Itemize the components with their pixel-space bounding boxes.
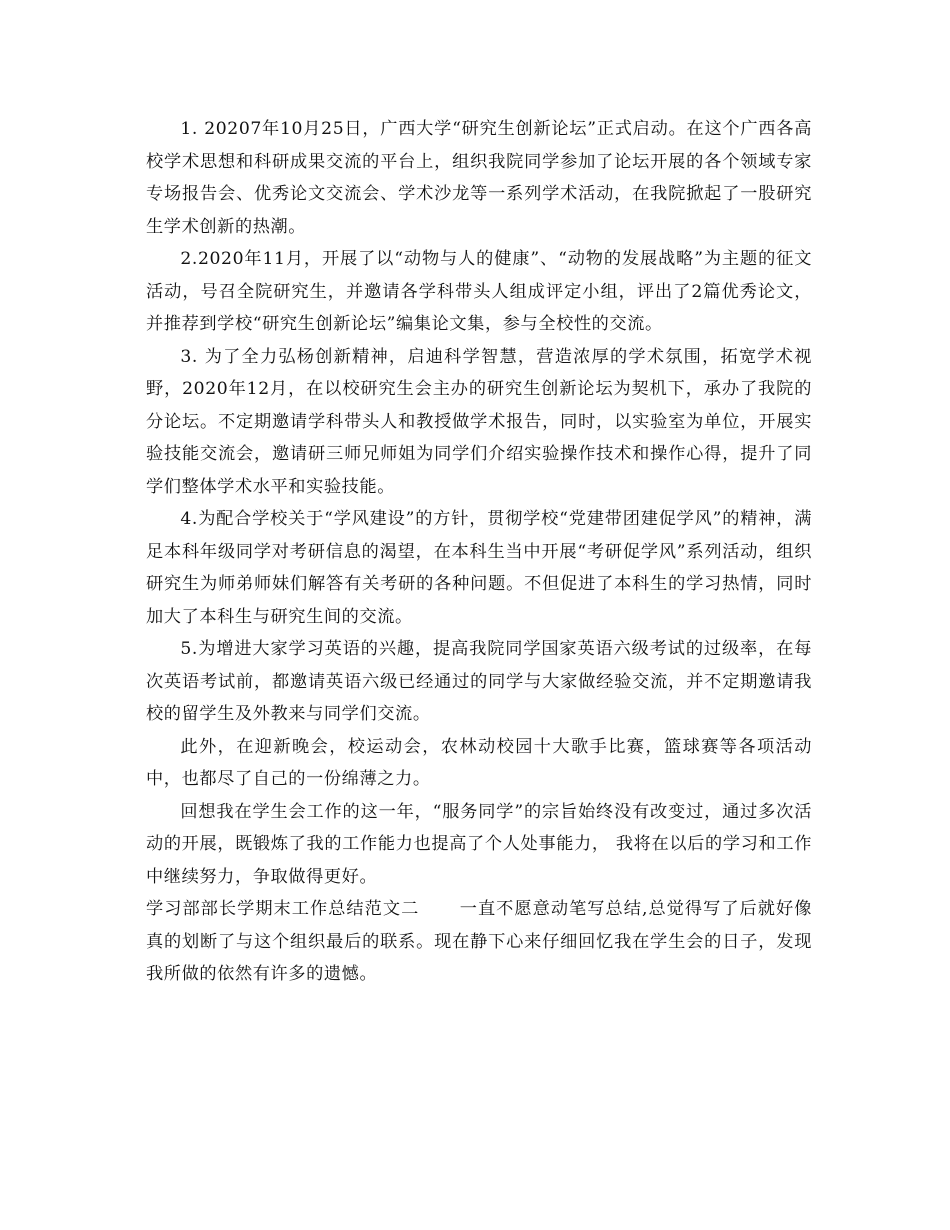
document-body [146,113,812,991]
paragraph-3: 3. 为了全力弘杨创新精神，启迪科学智慧，营造浓厚的学术氛围，拓宽学术视野，2020年12月，在以校研究生会主办的研究生创新论坛为契机下，承办了我院的分论坛。不定期邀请学科带头人和教授做学术报告，同时，以实验室为单位，开展实验技能交流会，邀请研三师兄师姐为同学们介绍实验操作技术和操作心得，提升了同学们整体学术水平和实验技能。 [146,346,812,497]
section-title: 学习部部长学期末工作总结范文二 [146,899,420,919]
section-paragraph [146,893,812,991]
paragraph-2: 2.2020年11月，开展了以“动物与人的健康”、“动物的发展战略”为主题的征文活动，号召全院研究生，并邀请各学科带头人组成评定小组，评出了2篇优秀论文，并推荐到学校“研究生创新论坛”编集论文集，参与全校性的交流。 [146,249,812,334]
paragraph-1: 1. 20207年10月25日，广西大学“研究生创新论坛”正式启动。在这个广西各高校学术思想和科研成果交流的平台上，组织我院同学参加了论坛开展的各个领域专家专场报告会、优秀论文交流会、学术沙龙等一系列学术活动，在我院掀起了一股研究生学术创新的热潮。 [146,119,812,237]
paragraph-4: 4.为配合学校关于“学风建设”的方针，贯彻学校“党建带团建促学风”的精神，满足本科年级同学对考研信息的渴望，在本科生当中开展“考研促学风”系列活动，组织研究生为师弟师妹们解答有关考研的各种问题。不但促进了本科生的学习热情，同时加大了本科生与研究生间的交流。 [146,509,812,627]
paragraph-6: 此外，在迎新晚会，校运动会，农林动校园十大歌手比赛，篮球赛等各项活动中，也都尽了自己的一份绵薄之力。 [146,736,812,789]
section-text: 一直不愿意动笔写总结,总觉得写了后就好像真的划断了与这个组织最后的联系。现在静下心来仔细回忆我在学生会的日子，发现我所做的依然有许多的遗憾。 [146,899,812,984]
paragraph-7: 回想我在学生会工作的这一年，“服务同学”的宗旨始终没有改变过，通过多次活动的开展，既锻炼了我的工作能力也提高了个人处事能力， 我将在以后的学习和工作中继续努力，争取做得更好。 [146,801,812,887]
paragraph-5: 5.为增进大家学习英语的兴趣，提高我院同学国家英语六级考试的过级率，在每次英语考试前，都邀请英语六级已经通过的同学与大家做经验交流，并不定期邀请我校的留学生及外教来与同学们交流。 [146,639,812,724]
